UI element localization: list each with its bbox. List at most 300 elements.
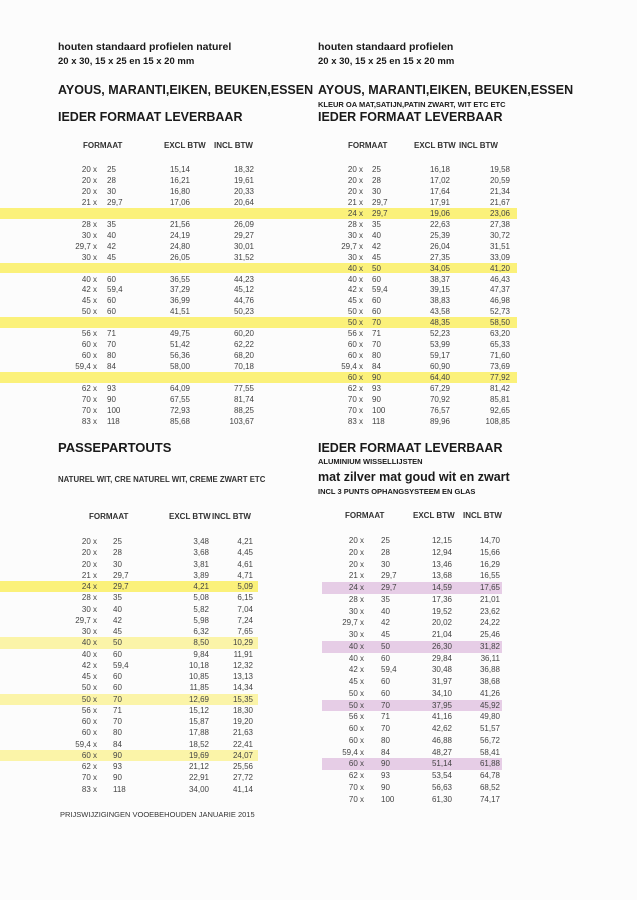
price-excl-btw: 5,82 — [193, 604, 209, 614]
format-height: 60 — [381, 677, 390, 686]
format-height: 35 — [107, 219, 116, 229]
price-incl-btw: 18,30 — [232, 705, 253, 715]
left-bottom-title: PASSEPARTOUTS — [58, 440, 172, 455]
format-height: 29,7 — [113, 570, 129, 580]
format-height: 30 — [381, 559, 390, 569]
format-height: 40 — [107, 230, 116, 240]
format-width: 56 x — [347, 329, 363, 339]
right-bottom-header-incl: INCL BTW — [463, 511, 502, 520]
right-top-dimensions: 20 x 30, 15 x 25 en 15 x 20 mm — [318, 56, 455, 67]
price-excl-btw: 3,48 — [193, 537, 209, 546]
price-incl-btw: 14,70 — [479, 536, 500, 545]
price-incl-btw: 50,23 — [233, 307, 254, 317]
price-excl-btw: 58,00 — [169, 362, 190, 372]
format-height: 93 — [107, 384, 116, 393]
price-incl-btw: 51,57 — [479, 724, 500, 733]
format-width: 70 x — [81, 773, 97, 783]
price-excl-btw: 52,23 — [429, 329, 450, 339]
table-row — [0, 383, 637, 394]
format-height: 60 — [107, 274, 116, 284]
format-width: 45 x — [348, 677, 364, 686]
table-row — [0, 361, 637, 372]
format-width: 70 x — [348, 782, 364, 792]
price-excl-btw: 17,91 — [429, 197, 450, 207]
left-top-dimensions: 20 x 30, 15 x 25 en 15 x 20 mm — [58, 56, 195, 67]
price-excl-btw: 49,75 — [169, 329, 190, 339]
format-width: 24 x — [347, 208, 363, 218]
table-row — [0, 274, 637, 285]
table-row — [0, 197, 637, 208]
right-bottom-finishes: mat zilver mat goud wit en zwart — [318, 470, 510, 484]
format-height: 118 — [113, 784, 126, 794]
price-excl-btw: 37,29 — [169, 285, 190, 295]
price-excl-btw: 51,42 — [169, 340, 190, 350]
price-excl-btw: 34,00 — [188, 784, 209, 794]
price-change-footer: PRIJSWIJZIGINGEN VOOEBEHOUDEN JANUARIE 2015 — [60, 810, 255, 819]
price-excl-btw: 18,52 — [188, 739, 209, 749]
format-width: 60 x — [81, 717, 97, 726]
price-incl-btw: 45,92 — [479, 700, 500, 710]
left-bottom-header-excl: EXCL BTW — [169, 512, 211, 521]
price-incl-btw: 62,22 — [233, 340, 254, 350]
format-height: 100 — [107, 405, 121, 415]
price-incl-btw: 36,88 — [479, 665, 500, 675]
format-height: 42 — [372, 241, 381, 251]
format-width: 40 x — [81, 649, 97, 659]
format-height: 60 — [107, 307, 116, 317]
price-incl-btw: 46,98 — [489, 296, 510, 306]
right-top-colors-note: KLEUR OA MAT,SATIJN,PATIN ZWART, WIT ETC ETC — [318, 100, 506, 109]
price-incl-btw: 27,38 — [489, 219, 510, 229]
price-excl-btw: 37,95 — [431, 700, 452, 710]
format-height: 28 — [372, 175, 381, 185]
format-width: 20 x — [81, 175, 97, 185]
format-width: 59,4 x — [342, 747, 364, 757]
right-bottom-includes: INCL 3 PUNTS OPHANGSYSTEEM EN GLAS — [318, 487, 476, 496]
price-excl-btw: 29,84 — [431, 653, 452, 663]
price-incl-btw: 103,67 — [229, 416, 254, 426]
price-incl-btw: 23,62 — [479, 606, 500, 616]
table-row — [0, 782, 637, 793]
format-height: 84 — [372, 362, 381, 372]
price-incl-btw: 4,45 — [237, 548, 253, 558]
price-excl-btw: 17,06 — [169, 197, 190, 207]
format-height: 29,7 — [381, 583, 397, 592]
price-excl-btw: 16,80 — [169, 186, 190, 196]
price-excl-btw: 25,39 — [429, 230, 450, 240]
format-width: 29,7 x — [75, 241, 97, 251]
format-height: 40 — [381, 606, 390, 616]
table-row — [0, 208, 637, 219]
format-height: 71 — [381, 712, 390, 722]
price-incl-btw: 20,64 — [233, 197, 254, 207]
format-height: 29,7 — [372, 208, 388, 218]
format-height: 50 — [113, 638, 122, 648]
price-excl-btw: 72,93 — [169, 405, 190, 415]
price-incl-btw: 88,25 — [233, 405, 254, 415]
price-excl-btw: 3,89 — [193, 570, 209, 580]
price-incl-btw: 16,29 — [479, 559, 500, 569]
format-height: 35 — [113, 593, 122, 603]
table-row — [0, 164, 637, 175]
price-excl-btw: 17,64 — [429, 186, 450, 196]
format-width: 30 x — [81, 627, 97, 636]
format-width: 28 x — [81, 219, 97, 229]
format-width: 70 x — [348, 794, 364, 804]
format-width: 60 x — [348, 759, 364, 769]
price-incl-btw: 81,42 — [489, 384, 510, 393]
table-row — [0, 350, 637, 361]
format-height: 59,4 — [372, 285, 388, 295]
price-incl-btw: 92,65 — [489, 405, 510, 415]
price-incl-btw: 41,26 — [479, 688, 500, 698]
price-excl-btw: 26,04 — [429, 241, 450, 251]
format-height: 30 — [107, 186, 116, 196]
format-width: 45 x — [81, 296, 97, 306]
price-excl-btw: 48,27 — [431, 747, 452, 757]
price-excl-btw: 38,83 — [429, 296, 450, 306]
price-excl-btw: 15,12 — [188, 705, 209, 715]
format-height: 35 — [372, 219, 381, 229]
format-height: 70 — [113, 694, 122, 704]
format-height: 70 — [372, 340, 381, 350]
format-width: 30 x — [347, 252, 363, 262]
price-excl-btw: 76,57 — [429, 405, 450, 415]
price-incl-btw: 21,01 — [479, 594, 500, 604]
format-width: 20 x — [347, 175, 363, 185]
price-excl-btw: 67,29 — [429, 384, 450, 393]
format-width: 50 x — [347, 307, 363, 317]
price-excl-btw: 48,35 — [429, 318, 450, 328]
price-excl-btw: 61,30 — [431, 794, 452, 804]
format-height: 28 — [107, 175, 116, 185]
price-excl-btw: 38,37 — [429, 274, 450, 284]
format-width: 60 x — [81, 340, 97, 350]
left-bottom-header-formaat: FORMAAT — [89, 512, 129, 521]
price-incl-btw: 19,61 — [233, 175, 254, 185]
price-incl-btw: 45,12 — [233, 285, 254, 295]
price-excl-btw: 12,15 — [431, 536, 452, 545]
price-excl-btw: 42,62 — [431, 724, 452, 733]
price-incl-btw: 81,74 — [233, 394, 254, 404]
price-incl-btw: 49,80 — [479, 712, 500, 722]
format-width: 21 x — [347, 197, 363, 207]
price-excl-btw: 13,68 — [431, 571, 452, 581]
format-width: 28 x — [347, 219, 363, 229]
format-width: 59,4 x — [75, 739, 97, 749]
format-width: 42 x — [347, 285, 363, 295]
price-incl-btw: 23,06 — [489, 208, 510, 218]
right-bottom-availability: IEDER FORMAAT LEVERBAAR — [318, 441, 503, 455]
price-incl-btw: 31,52 — [233, 252, 254, 262]
format-height: 45 — [381, 630, 390, 639]
format-height: 60 — [381, 653, 390, 663]
format-height: 28 — [381, 547, 390, 557]
price-incl-btw: 71,60 — [489, 351, 510, 361]
format-width: 60 x — [347, 351, 363, 361]
format-height: 45 — [107, 252, 116, 262]
price-excl-btw: 5,08 — [193, 593, 209, 603]
format-width: 70 x — [347, 405, 363, 415]
price-incl-btw: 108,85 — [485, 416, 510, 426]
price-excl-btw: 85,68 — [169, 416, 190, 426]
price-incl-btw: 27,72 — [232, 773, 253, 783]
format-width: 40 x — [348, 653, 364, 663]
table-row — [0, 711, 637, 722]
format-height: 70 — [381, 700, 390, 710]
format-width: 28 x — [81, 593, 97, 603]
price-incl-btw: 25,56 — [232, 762, 253, 771]
left-bottom-colors-note: NATUREL WIT, CRE NATUREL WIT, CREME ZWART ETC — [58, 475, 266, 484]
price-excl-btw: 17,36 — [431, 594, 452, 604]
price-incl-btw: 18,32 — [233, 165, 254, 174]
price-excl-btw: 17,88 — [188, 728, 209, 738]
table-row — [0, 653, 637, 664]
price-incl-btw: 44,23 — [233, 274, 254, 284]
price-incl-btw: 20,59 — [489, 175, 510, 185]
price-incl-btw: 38,68 — [479, 677, 500, 686]
price-incl-btw: 31,82 — [479, 641, 500, 651]
format-width: 45 x — [347, 296, 363, 306]
price-incl-btw: 16,55 — [479, 571, 500, 581]
price-incl-btw: 58,41 — [479, 747, 500, 757]
format-height: 90 — [381, 759, 390, 769]
format-height: 40 — [113, 604, 122, 614]
price-excl-btw: 41,51 — [169, 307, 190, 317]
price-excl-btw: 24,19 — [169, 230, 190, 240]
price-excl-btw: 56,36 — [169, 351, 190, 361]
format-width: 60 x — [81, 728, 97, 738]
format-width: 70 x — [81, 405, 97, 415]
price-excl-btw: 64,09 — [169, 384, 190, 393]
table-row — [0, 617, 637, 628]
format-width: 50 x — [81, 694, 97, 704]
price-excl-btw: 34,10 — [431, 688, 452, 698]
left-bottom-header-incl: INCL BTW — [212, 512, 251, 521]
format-height: 80 — [381, 735, 390, 745]
price-incl-btw: 52,73 — [489, 307, 510, 317]
format-width: 24 x — [348, 583, 364, 592]
price-excl-btw: 26,05 — [169, 252, 190, 262]
format-width: 83 x — [81, 416, 97, 426]
price-incl-btw: 77,92 — [489, 373, 510, 383]
format-width: 20 x — [81, 165, 97, 174]
price-excl-btw: 12,69 — [188, 694, 209, 704]
right-top-header-excl: EXCL BTW — [414, 141, 456, 150]
price-incl-btw: 4,61 — [237, 559, 253, 569]
price-incl-btw: 19,58 — [489, 165, 510, 174]
format-height: 42 — [381, 618, 390, 628]
price-incl-btw: 14,34 — [232, 683, 253, 693]
format-width: 20 x — [81, 537, 97, 546]
price-incl-btw: 21,34 — [489, 186, 510, 196]
table-row — [0, 582, 637, 593]
format-height: 60 — [372, 307, 381, 317]
price-excl-btw: 21,04 — [431, 630, 452, 639]
price-incl-btw: 21,67 — [489, 197, 510, 207]
format-width: 59,4 x — [341, 362, 363, 372]
format-width: 20 x — [348, 559, 364, 569]
table-row — [0, 252, 637, 263]
format-width: 20 x — [348, 536, 364, 545]
table-row — [0, 664, 637, 675]
table-row — [0, 747, 637, 758]
price-incl-btw: 19,20 — [232, 717, 253, 726]
price-excl-btw: 16,21 — [169, 175, 190, 185]
price-incl-btw: 26,09 — [233, 219, 254, 229]
format-width: 20 x — [348, 547, 364, 557]
price-excl-btw: 5,98 — [193, 615, 209, 625]
price-excl-btw: 10,85 — [188, 672, 209, 681]
format-width: 60 x — [81, 351, 97, 361]
table-row — [0, 735, 637, 746]
format-width: 20 x — [347, 165, 363, 174]
format-height: 60 — [372, 274, 381, 284]
table-row — [0, 676, 637, 687]
format-width: 29,7 x — [75, 615, 97, 625]
right-top-availability: IEDER FORMAAT LEVERBAAR — [318, 110, 503, 124]
price-incl-btw: 15,66 — [479, 547, 500, 557]
format-height: 25 — [372, 165, 381, 174]
format-width: 59,4 x — [75, 362, 97, 372]
format-width: 60 x — [347, 373, 363, 383]
format-width: 83 x — [347, 416, 363, 426]
price-incl-btw: 85,81 — [489, 394, 510, 404]
price-incl-btw: 4,71 — [237, 570, 253, 580]
format-width: 30 x — [347, 230, 363, 240]
price-incl-btw: 46,43 — [489, 274, 510, 284]
table-row — [0, 405, 637, 416]
table-row — [0, 535, 637, 546]
price-incl-btw: 73,69 — [489, 362, 510, 372]
table-row — [0, 723, 637, 734]
price-incl-btw: 70,18 — [233, 362, 254, 372]
price-excl-btw: 22,91 — [188, 773, 209, 783]
price-excl-btw: 13,46 — [431, 559, 452, 569]
format-height: 60 — [372, 296, 381, 306]
table-row — [0, 570, 637, 581]
table-row — [0, 641, 637, 652]
left-top-title: houten standaard profielen naturel — [58, 41, 232, 53]
price-excl-btw: 14,59 — [431, 583, 452, 592]
format-width: 42 x — [81, 285, 97, 295]
format-height: 80 — [372, 351, 381, 361]
format-height: 90 — [372, 394, 381, 404]
format-height: 42 — [107, 241, 116, 251]
price-excl-btw: 8,50 — [193, 638, 209, 648]
price-excl-btw: 17,02 — [429, 175, 450, 185]
price-incl-btw: 17,65 — [479, 583, 500, 592]
format-height: 84 — [113, 739, 122, 749]
price-excl-btw: 53,54 — [431, 771, 452, 780]
price-excl-btw: 15,14 — [169, 165, 190, 174]
price-incl-btw: 56,72 — [479, 735, 500, 745]
price-incl-btw: 6,15 — [237, 593, 253, 603]
format-height: 90 — [113, 750, 122, 760]
table-row — [0, 688, 637, 699]
right-bottom-header-excl: EXCL BTW — [413, 511, 455, 520]
format-height: 59,4 — [113, 660, 129, 670]
format-width: 30 x — [81, 252, 97, 262]
format-height: 93 — [113, 762, 122, 771]
format-height: 60 — [113, 683, 122, 693]
format-width: 50 x — [81, 307, 97, 317]
table-row — [0, 263, 637, 274]
price-incl-btw: 31,51 — [489, 241, 510, 251]
format-height: 40 — [372, 230, 381, 240]
format-height: 25 — [107, 165, 116, 174]
price-excl-btw: 67,55 — [169, 394, 190, 404]
format-width: 20 x — [81, 186, 97, 196]
price-excl-btw: 24,80 — [169, 241, 190, 251]
price-excl-btw: 89,96 — [429, 416, 450, 426]
price-excl-btw: 3,81 — [193, 559, 209, 569]
table-row — [0, 219, 637, 230]
format-height: 25 — [113, 537, 122, 546]
format-height: 42 — [113, 615, 122, 625]
price-excl-btw: 6,32 — [193, 627, 209, 636]
price-incl-btw: 41,14 — [232, 784, 253, 794]
price-incl-btw: 5,09 — [237, 582, 253, 591]
format-height: 118 — [372, 416, 385, 426]
right-top-header-incl: INCL BTW — [459, 141, 498, 150]
right-bottom-product: ALUMINIUM WISSELLIJSTEN — [318, 457, 423, 466]
format-width: 28 x — [348, 594, 364, 604]
format-height: 29,7 — [107, 197, 123, 207]
format-height: 60 — [107, 296, 116, 306]
format-width: 50 x — [348, 700, 364, 710]
format-height: 70 — [381, 724, 390, 733]
price-excl-btw: 10,18 — [188, 660, 209, 670]
price-excl-btw: 36,99 — [169, 296, 190, 306]
format-height: 100 — [381, 794, 395, 804]
price-incl-btw: 11,91 — [233, 649, 253, 659]
format-height: 50 — [372, 263, 381, 273]
format-height: 30 — [113, 559, 122, 569]
format-width: 70 x — [347, 394, 363, 404]
format-height: 29,7 — [381, 571, 397, 581]
format-width: 21 x — [348, 571, 364, 581]
price-excl-btw: 3,68 — [193, 548, 209, 558]
price-excl-btw: 59,17 — [429, 351, 450, 361]
format-width: 60 x — [348, 735, 364, 745]
format-width: 21 x — [81, 197, 97, 207]
price-excl-btw: 70,92 — [429, 394, 450, 404]
format-height: 71 — [372, 329, 381, 339]
format-height: 50 — [381, 641, 390, 651]
price-excl-btw: 21,56 — [169, 219, 190, 229]
price-excl-btw: 19,69 — [188, 750, 209, 760]
table-row — [0, 328, 637, 339]
left-top-wood-types: AYOUS, MARANTI,EIKEN, BEUKEN,ESSEN — [58, 83, 314, 97]
format-height: 59,4 — [381, 665, 397, 675]
format-height: 84 — [381, 747, 390, 757]
price-incl-btw: 30,72 — [489, 230, 510, 240]
price-excl-btw: 27,35 — [429, 252, 450, 262]
format-width: 21 x — [81, 570, 97, 580]
format-height: 45 — [372, 252, 381, 262]
table-row — [0, 372, 637, 383]
format-width: 30 x — [348, 630, 364, 639]
format-width: 30 x — [81, 604, 97, 614]
format-height: 30 — [372, 186, 381, 196]
table-row — [0, 339, 637, 350]
format-width: 30 x — [348, 606, 364, 616]
format-height: 70 — [372, 318, 381, 328]
format-height: 70 — [113, 717, 122, 726]
format-height: 59,4 — [107, 285, 123, 295]
right-top-title: houten standaard profielen — [318, 41, 454, 53]
